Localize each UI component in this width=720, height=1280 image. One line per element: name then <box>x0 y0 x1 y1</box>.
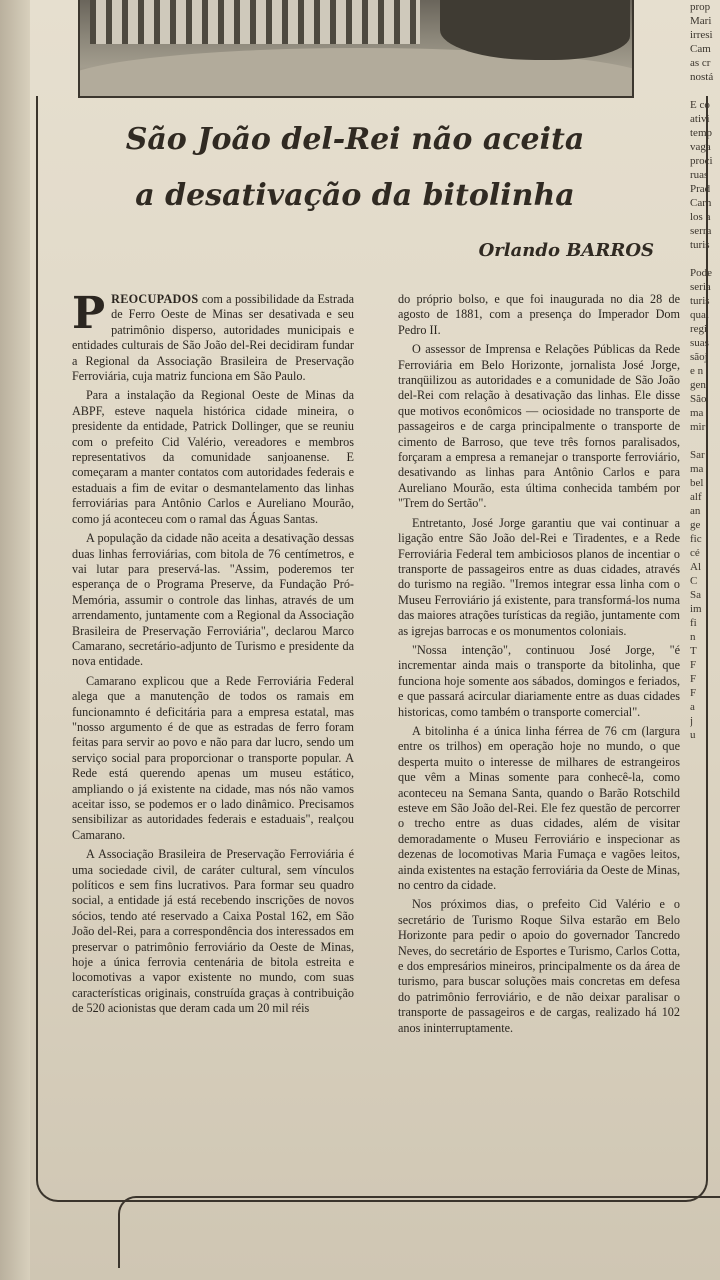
side-fragment-line: fi <box>690 617 697 629</box>
article-column-2 <box>398 292 680 1040</box>
next-article-frame <box>118 1196 720 1268</box>
side-fragment-line: bel <box>690 477 704 489</box>
side-fragment-line: C <box>690 575 698 587</box>
railway-bridge-photo <box>78 0 634 98</box>
side-fragment-line: E co <box>690 99 710 111</box>
side-fragment-line: Sar <box>690 449 705 461</box>
paragraph-11: Nos próximos dias, o prefeito Cid Valério e o secretário de Turismo Roque Silva estarão em Belo Horizonte para pedir o apoio do governador Tancredo Neves, do secretário de Esportes e Turismo, Carlos Cotta, e dos empresários mineiros, principalmente os da área de turismo, para buscar soluções mais concretas em defesa do patrimônio ferroviário, e de não deixar paralisar o transporte de passageiros e de cargas, realizado há 102 anos ininterruptamente. <box>398 897 680 1035</box>
side-fragment-line: n <box>690 631 696 643</box>
paragraph-6: do próprio bolso, e que foi inaugurada no dia 28 de agosto de 1881, com a presença do Imperador Dom Pedro II. <box>398 292 680 337</box>
drop-cap: P <box>72 288 106 339</box>
paragraph-1-text: com a possibilidade da Estrada de Ferro Oeste de Minas ser desativada e seu patrimônio disperso, autoridades municipais e entidades culturais de São João del-Rei decidiram fundar a Regional da Associação Brasileira de Preservação Ferroviária, cuja matriz funciona em São Paulo. <box>72 292 354 384</box>
photo-trees <box>440 0 630 60</box>
side-fragment-line: fic <box>690 533 702 545</box>
side-fragment-line <box>690 84 720 98</box>
side-fragment-line: vaga <box>690 141 711 153</box>
side-fragment-line <box>690 252 720 266</box>
side-fragment-line: ruas <box>690 169 709 181</box>
side-fragment-line: los a <box>690 211 711 223</box>
paragraph-2: Para a instalação da Regional Oeste de Minas da ABPF, esteve naquela histórica cidade mineira, o presidente da entidade, Patrick Dollinger, que se reuniu com o prefeito Cid Valério, vereadores e membros representativos da comunidade sanjoanense. E começaram a manter contatos com autoridades federais e estaduais a fim de evitar o desmantelamento das linhas ferroviárias para Antônio Carlos e Aureliano Mourão, como já aconteceu com o ramal das Águas Santas. <box>72 388 354 526</box>
side-fragment-line: as cr <box>690 57 711 69</box>
side-fragment-line: ge <box>690 519 701 531</box>
side-fragment-line: an <box>690 505 701 517</box>
side-fragment-line: Al <box>690 561 701 573</box>
side-fragment-line: ma <box>690 407 704 419</box>
side-fragment-line: Cam <box>690 43 711 55</box>
paragraph-7: O assessor de Imprensa e Relações Públicas da Rede Ferroviária em Belo Horizonte, jornalista José Jorge, tranqüilizou as autoridades e a comunidade de São João del-Rei com relação à desativação das linhas. Ele disse que motivos econômicos — ociosidade no transporte de passageiros e de carga principalmente o transporte de cimento de Barroso, que teve três fornos paralisados, forçaram a empresa a remanejar o transporte ferroviário, desativando as linhas para Antônio Carlos e para Aureliano Mourão, esta última conhecida também por "Trem do Sertão". <box>398 342 680 511</box>
article-byline: Orlando BARROS <box>478 240 654 261</box>
side-fragment-line: e n <box>690 365 704 377</box>
article-column-1 <box>72 288 354 1021</box>
article-headline <box>60 112 650 224</box>
side-fragment-line: nostá <box>690 71 714 83</box>
side-fragment-line: turis <box>690 239 710 251</box>
headline-line-2: a desativação da bitolinha <box>135 178 575 213</box>
side-fragment-line: j <box>690 715 694 727</box>
side-fragment-line: seria <box>690 281 711 293</box>
adjacent-column-fragment <box>690 0 720 1000</box>
photo-bridge <box>90 0 420 44</box>
paragraph-8: Entretanto, José Jorge garantiu que vai continuar a ligação entre São João del-Rei e Tiradentes, e a Rede Ferroviária Federal tem ambiciosos planos de incentiar o transporte de passageiros entre as duas cidades, através do turismo na região. "Iremos integrar essa linha com o Museu Ferroviário já existente, para transformá-los numa das maiores atrações turísticas da região, juntamente com as igrejas barrocas e os monumentos coloniais. <box>398 515 680 638</box>
side-fragment-line: ma <box>690 463 704 475</box>
side-fragment-line: proci <box>690 155 713 167</box>
side-fragment-line: irresi <box>690 29 713 41</box>
side-fragment-line: F <box>690 673 697 685</box>
side-fragment-line: Mari <box>690 15 712 27</box>
side-fragment-line: u <box>690 729 696 741</box>
side-fragment-line: temp <box>690 127 712 139</box>
side-fragment-line: im <box>690 603 702 615</box>
side-fragment-line: sãoj <box>690 351 708 363</box>
side-fragment-line: regi <box>690 323 708 335</box>
paragraph-4: Camarano explicou que a Rede Ferroviária Federal alega que a manutenção de todos os ramais em funcionamnto é deficitária para a empresa estatal, mas "nosso argumento é de que as estradas de ferro foram feitas para servir ao povo e não para dar lucro, sendo um serviço social para proporcionar o transporte popular. A Rede está querendo apenas um museu estático, ampliando o já existente na cidade, mas nós não vamos aceitar isso, se podemos er o lado dinâmico. Precisamos sensibilizar as autoridades federais e estaduais", realçou Camarano. <box>72 673 354 842</box>
side-fragment-line <box>690 434 720 448</box>
side-fragment-line: turis <box>690 295 710 307</box>
side-fragment-line: serra <box>690 225 712 237</box>
side-fragment-line: suas <box>690 337 709 349</box>
side-fragment-line: prop <box>690 1 711 13</box>
side-fragment-line: T <box>690 645 697 657</box>
side-fragment-line: F <box>690 687 697 699</box>
side-fragment-line: F <box>690 659 697 671</box>
side-fragment-line: cé <box>690 547 700 559</box>
side-fragment-line: gen <box>690 379 706 391</box>
lead-word: REOCUPADOS <box>111 292 199 306</box>
side-fragment-line: Pode <box>690 267 712 279</box>
side-fragment-line: mir <box>690 421 706 433</box>
paragraph-9: "Nossa intenção", continuou José Jorge, "é incrementar ainda mais o transporte da bitolinha, que funciona hoje somente aos sábados, domingos e feriados, e que passará acircular diariamente entre as duas cidades historicas, como também o transporte comercial". <box>398 642 680 719</box>
paragraph-3: A população da cidade não aceita a desativação dessas duas linhas ferroviárias, com bitola de 76 centímetros, e vai lutar para preservá-las. "Assim, poderemos ter esperança de o Programa Preserve, da Fundação Pró-Memória, assumir o controle das linhas, através de um arrendamento, juntamente com a Regional da Associação Brasileira de Preservação Ferroviária", declarou Marco Camarano, secretário-adjunto de Turismo e presidente da nova entidade. <box>72 531 354 669</box>
side-fragment-line: Sa <box>690 589 701 601</box>
side-fragment-line: ativi <box>690 113 710 125</box>
paragraph-1 <box>72 288 354 384</box>
paragraph-5: A Associação Brasileira de Preservação Ferroviária é uma sociedade civil, de caráter cultural, sem vínculos políticos e sem fins lucrativos. Para formar seu quadro social, a entidade já está recebendo inscrições de novos sócios, tendo até reservado a Caixa Postal 162, em São João del-Rei, para a correspondência dos interessados em preservar o patrimônio ferroviário da Oeste de Minas, hoje a única ferrovia centenária de bitola estreita e locomotivas a vapor existente no mundo, com suas características originais, construída graças à contribuição de 520 acionistas que deram cada um 20 mil réis <box>72 847 354 1016</box>
side-fragment-line: a <box>690 701 695 713</box>
side-fragment-line: alf <box>690 491 702 503</box>
side-fragment-line: Prad <box>690 183 711 195</box>
side-fragment-line: qual <box>690 309 709 321</box>
side-fragment-line: São <box>690 393 707 405</box>
side-fragment-line: Carn <box>690 197 712 209</box>
paragraph-10: A bitolinha é a única linha férrea de 76 cm (largura entre os trilhos) em operação hoje no mundo, o que desperta muito o interesse de milhares de estrangeiros que vêm a Minas somente para conhecê-la, como aconteceu na Semana Santa, quando o Barão Rotschild esteve em São João del-Rei. Ele fez questão de percorrer o trecho entre as duas cidades, além de visitar demoradamente o Museu Ferroviário e inspecionar as dezenas de locomotivas Maria Fumaça e vagões leitos, ainda existentes na estação ferroviária da Oeste de Minas, no centro da cidade. <box>398 723 680 893</box>
headline-line-1: São João del-Rei não aceita <box>125 122 585 157</box>
page-fold-shadow <box>0 0 30 1280</box>
